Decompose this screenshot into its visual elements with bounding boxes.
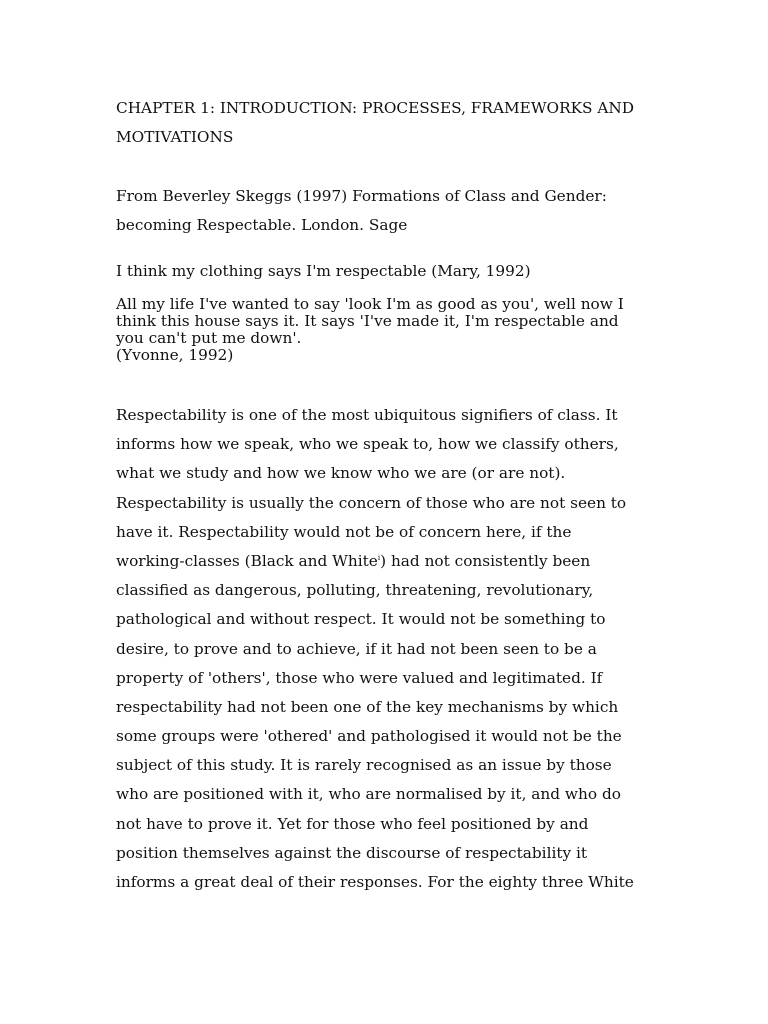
endnote-marker[interactable]: i [377,553,381,562]
body-line: informs a great deal of their responses. For the eighty three White [116,873,634,891]
source-citation-line: becoming Respectable. London. Sage [116,216,408,234]
epigraph-line: All my life I've wanted to say 'look I'm as good as you', well now I [116,295,624,313]
body-line: respectability had not been one of the key mechanisms by which [116,697,619,716]
epigraph-attribution: (Yvonne, 1992) [116,346,234,364]
epigraph-line: think this house says it. It says 'I've made it, I'm respectable and [116,312,619,330]
chapter-title [116,95,656,153]
body-line: what we study and how we know who we are (or are not). [116,464,566,483]
body-line: informs how we speak, who we speak to, how we classify others, [116,435,619,454]
epigraph-mary: I think my clothing says I'm respectable (Mary, 1992) [116,262,531,280]
body-line: property of 'others', those who were valued and legitimated. If [116,668,603,687]
body-line-text: ) had not consistently been [380,551,591,570]
body-line: who are positioned with it, who are normalised by it, and who do [116,785,621,804]
body-line-text: working-classes (Black and White [116,551,378,570]
body-line: position themselves against the discourse of respectability it [116,843,588,862]
body-line: subject of this study. It is rarely recognised as an issue by those [116,756,612,775]
chapter-title-line: MOTIVATIONS [116,128,234,146]
body-line: Respectability is usually the concern of those who are not seen to [116,493,627,512]
body-line: classified as dangerous, polluting, threatening, revolutionary, [116,581,594,600]
source-citation-line: From Beverley Skeggs (1997) Formations of Class and Gender: [116,187,607,205]
body-line: Respectability is one of the most ubiquitous signifiers of class. It [116,406,618,424]
body-line-with-endnote [116,548,656,577]
body-line: not have to prove it. Yet for those who feel positioned by and [116,814,589,833]
body-line: have it. Respectability would not be of concern here, if the [116,522,572,541]
body-line: some groups were 'othered' and pathologised it would not be the [116,727,622,746]
body-paragraph [116,402,656,898]
source-citation [116,183,656,241]
body-line: desire, to prove and to achieve, if it had not been seen to be a [116,639,597,658]
chapter-title-line: CHAPTER 1: INTRODUCTION: PROCESSES, FRAMEWORKS AND [116,99,635,117]
epigraph-line: you can't put me down'. [116,329,302,347]
body-line: pathological and without respect. It would not be something to [116,610,606,629]
epigraph-yvonne [116,296,656,364]
